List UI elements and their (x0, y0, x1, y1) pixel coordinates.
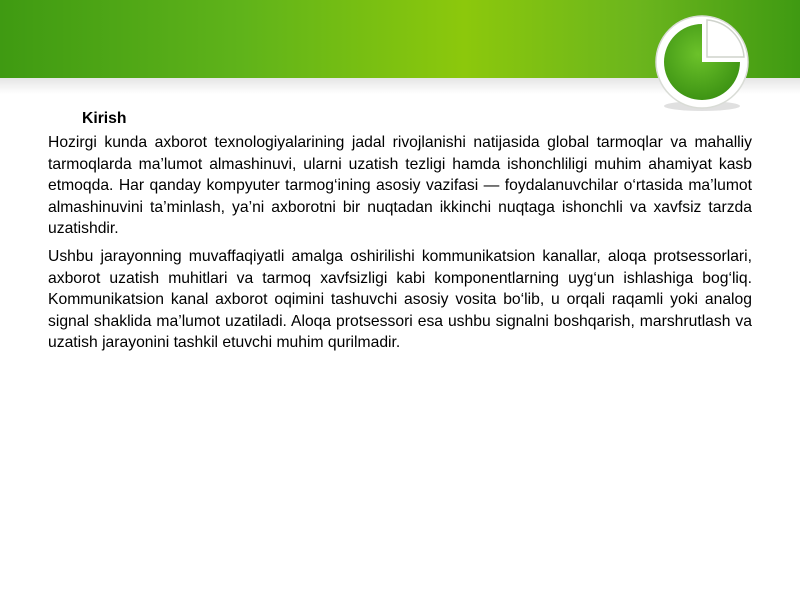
section-heading: Kirish (82, 110, 127, 127)
pie-chart-icon (652, 14, 762, 114)
paragraph-1: Hozirgi kunda axborot texnologiyalarining jadal rivojlanishi natijasida global tarmoqlar va mahalliy tarmoqlarda ma’lumot almashinuvi, ularni uzatish tezligi hamda ishonchliligi muhim ahamiyat kasb etmoqda. Har qanday kompyuter tarmog‘ining asosiy vazifasi — foydalanuvchilar o‘rtasida ma’lumot almashinuvini ta’minlash, ya’ni axborotni bir nuqtadan ikkinchi nuqtaga ishonchli va xavfsiz tarzda uzatishdir. (48, 134, 752, 238)
paragraph-2: Ushbu jarayonning muvaffaqiyatli amalga oshirilishi kommunikatsion kanallar, aloqa protsessorlari, axborot uzatish muhitlari va tarmoq xavfsizligi kabi komponentlarning uyg‘un ishlashiga bog‘liq. Kommunikatsion kanal axborot oqimini tashuvchi asosiy vosita bo‘lib, u orqali raqamli yoki analog signal shaklida ma’lumot uzatiladi. Aloqa protsessori esa ushbu signalni boshqarish, marshrutlash va uzatish jarayonini tashkil etuvchi muhim qurilmadir. (48, 248, 752, 352)
document-body (48, 108, 752, 360)
